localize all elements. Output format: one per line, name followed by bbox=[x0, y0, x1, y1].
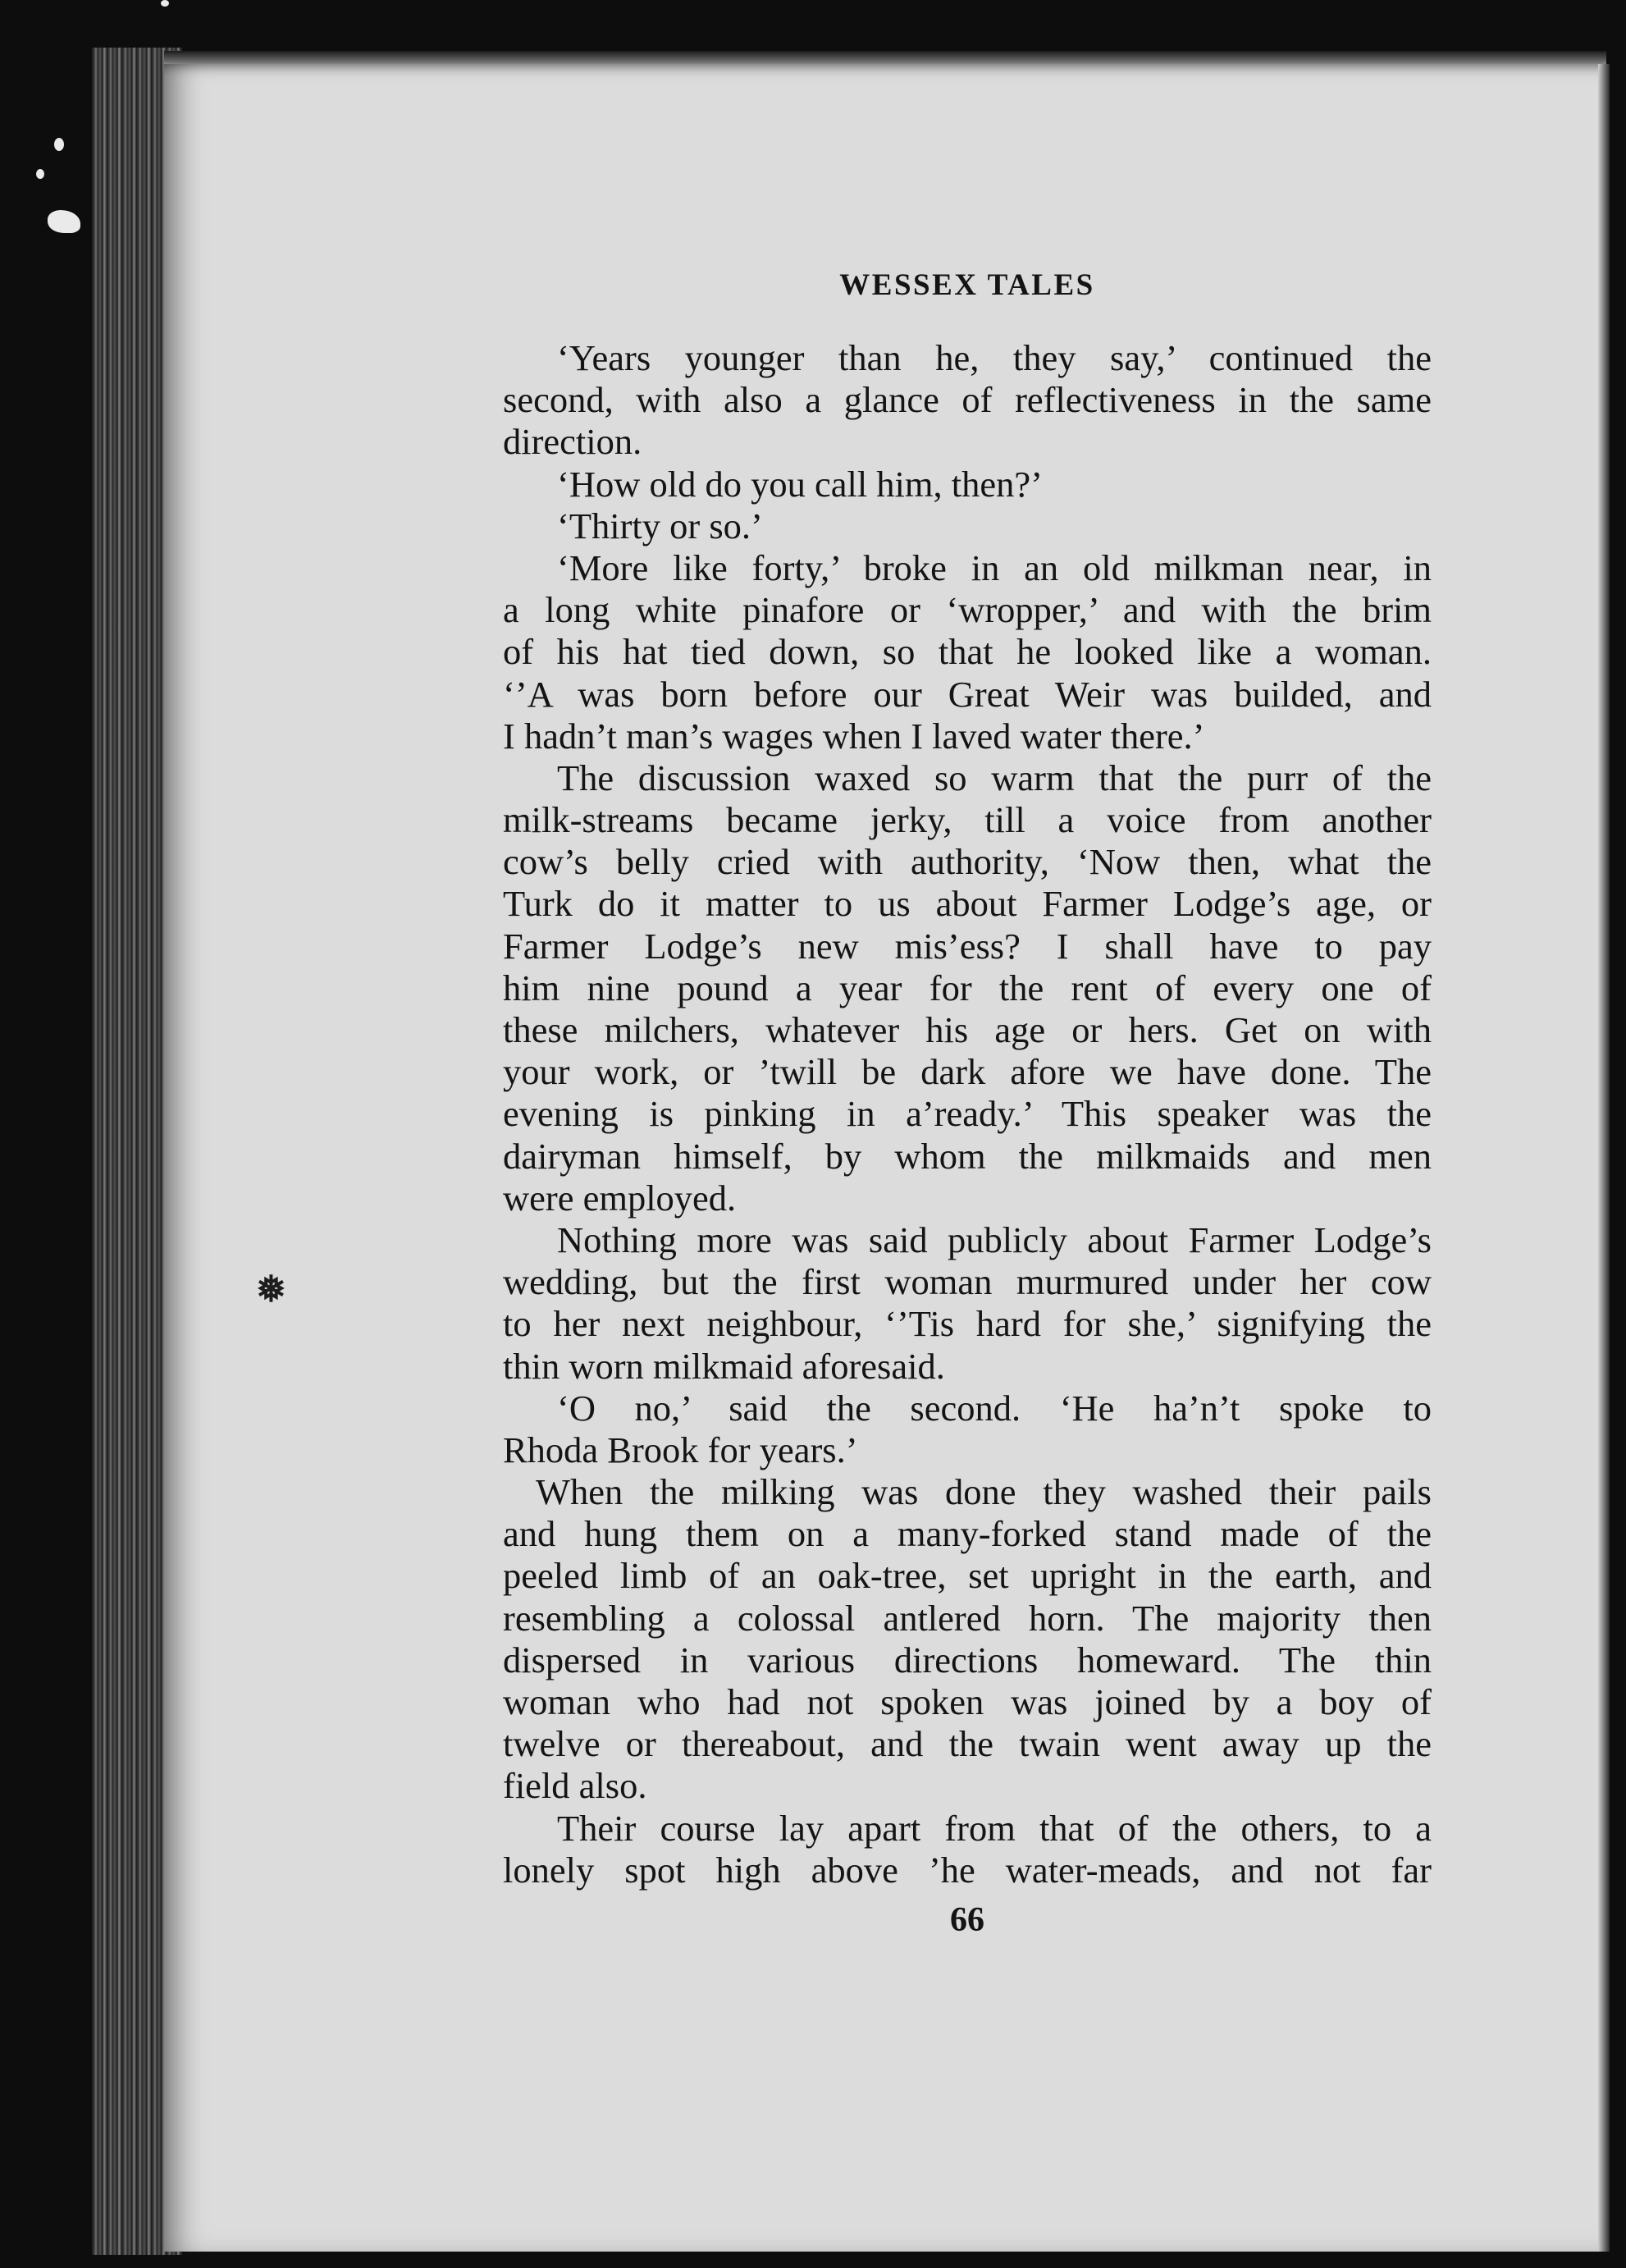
text-line: lonely spot high above ʼhe water-meads, and not far bbox=[503, 1849, 1432, 1891]
text-line: twelve or thereabout, and the twain went away up the bbox=[503, 1723, 1432, 1765]
text-line: Rhoda Brook for years.’ bbox=[503, 1429, 858, 1470]
text-line: Turk do it matter to us about Farmer Lodge’s age, or bbox=[503, 883, 1432, 925]
text-line: Nothing more was said publicly about Farmer Lodge’s bbox=[557, 1219, 1432, 1260]
text-line: direction. bbox=[503, 421, 642, 463]
text-line: your work, or ’twill be dark afore we have done. The bbox=[503, 1051, 1432, 1093]
text-line: evening is pinking in a’ready.’ This speaker was the bbox=[503, 1093, 1432, 1135]
ink-blot: ❅ bbox=[256, 1269, 286, 1310]
text-line: these milchers, whatever his age or hers. Get on with bbox=[503, 1009, 1432, 1050]
text-line: milk-streams became jerky, till a voice from another bbox=[503, 799, 1432, 841]
text-line: ‘Years younger than he, they say,’ continued the bbox=[557, 337, 1432, 378]
text-line: dairyman himself, by whom the milkmaids and men bbox=[503, 1135, 1432, 1177]
text-line: woman who had not spoken was joined by a boy of bbox=[503, 1681, 1432, 1722]
running-head: WESSEX TALES bbox=[839, 268, 1095, 302]
text-line: second, with also a glance of reflectiveness in the same bbox=[503, 379, 1432, 421]
text-line: resembling a colossal antlered horn. The majority then bbox=[503, 1597, 1432, 1639]
text-line: him nine pound a year for the rent of every one of bbox=[503, 967, 1432, 1008]
text-line: wedding, but the first woman murmured under her cow bbox=[503, 1261, 1432, 1303]
page-number: 66 bbox=[950, 1901, 984, 1939]
page-right-edge bbox=[1598, 64, 1610, 2252]
text-line: peeled limb of an oak-tree, set upright in the earth, and bbox=[503, 1555, 1432, 1597]
text-line: dispersed in various directions homeward. The thin bbox=[503, 1639, 1432, 1680]
text-line: to her next neighbour, ‘’Tis hard for she,’ signifying the bbox=[503, 1303, 1432, 1345]
text-line: ‘How old do you call him, then?’ bbox=[557, 463, 1043, 505]
margin-speck bbox=[36, 169, 44, 179]
margin-speck bbox=[54, 138, 64, 151]
text-line: cow’s belly cried with authority, ‘Now then, what the bbox=[503, 841, 1432, 883]
text-line: a long white pinafore or ‘wropper,’ and with the brim bbox=[503, 589, 1432, 631]
text-line: The discussion waxed so warm that the purr of the bbox=[557, 757, 1432, 798]
text-line: were employed. bbox=[503, 1177, 737, 1219]
margin-speck bbox=[48, 210, 80, 233]
text-line: ‘O no,’ said the second. ‘He ha’n’t spoke to bbox=[557, 1387, 1432, 1429]
text-line: ‘Thirty or so.’ bbox=[557, 505, 763, 546]
text-line: Their course lay apart from that of the others, to a bbox=[557, 1807, 1432, 1849]
text-line: I hadn’t man’s wages when I laved water there.’ bbox=[503, 715, 1205, 757]
text-line: ‘More like forty,’ broke in an old milkman near, in bbox=[557, 546, 1432, 588]
text-line: thin worn milkmaid aforesaid. bbox=[503, 1345, 945, 1387]
text-line: and hung them on a many-forked stand made of the bbox=[503, 1513, 1432, 1555]
text-line: of his hat tied down, so that he looked like a woman. bbox=[503, 631, 1432, 673]
page-body-text bbox=[503, 337, 1432, 1891]
text-line: Farmer Lodge’s new mis’ess? I shall have to pay bbox=[503, 925, 1432, 967]
margin-speck bbox=[161, 0, 169, 7]
text-line: ‘’A was born before our Great Weir was builded, and bbox=[503, 673, 1432, 715]
text-line: field also. bbox=[503, 1765, 647, 1807]
text-line: When the milking was done they washed their pails bbox=[536, 1471, 1432, 1513]
